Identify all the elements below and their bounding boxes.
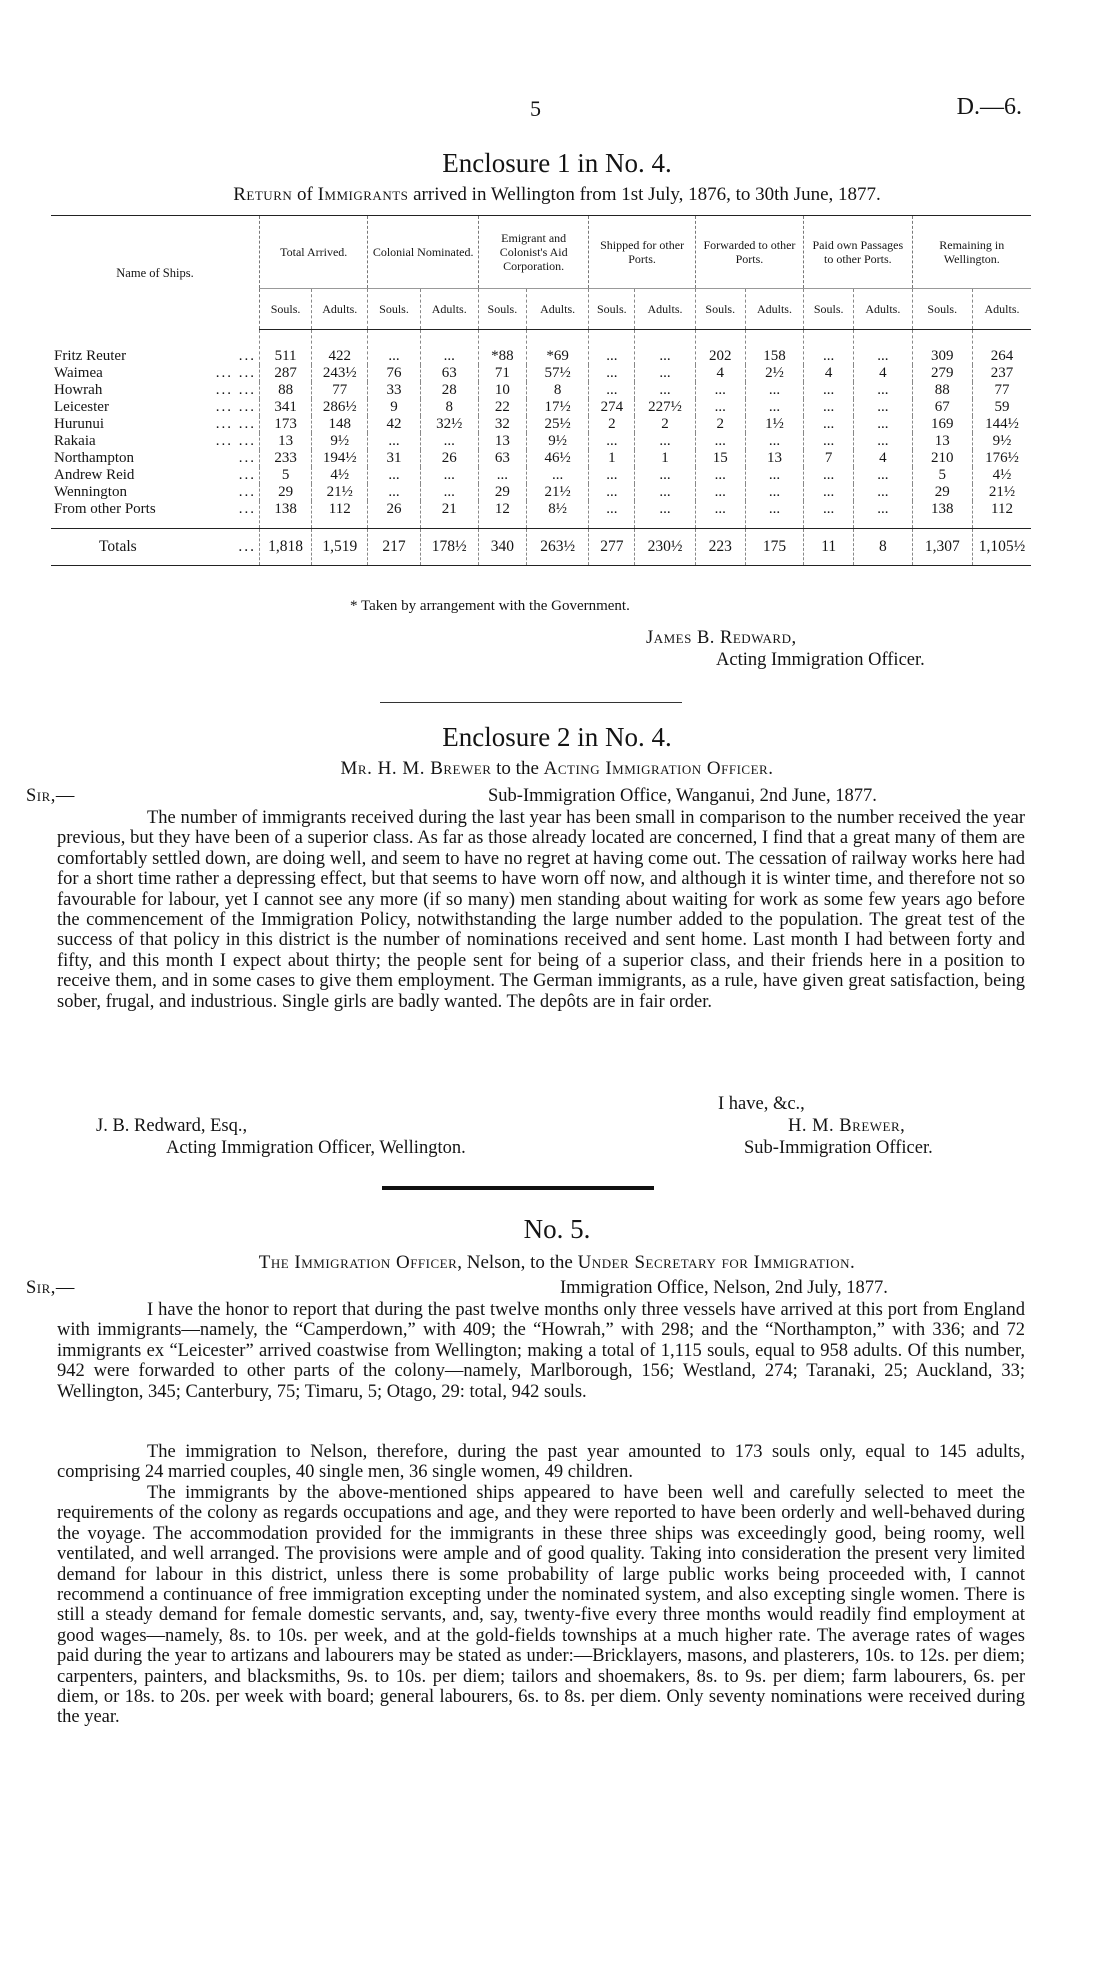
value-cell: ... — [635, 501, 695, 529]
value-cell: 29 — [478, 484, 526, 501]
value-cell: 4 — [695, 365, 745, 382]
ship-name: Fritz Reuter — [54, 347, 127, 364]
value-cell: ... — [804, 416, 854, 433]
value-cell: 178½ — [420, 529, 478, 566]
value-cell: ... — [804, 330, 854, 366]
value-cell: 28 — [420, 382, 478, 399]
value-cell: ... — [635, 433, 695, 450]
heavy-divider — [382, 1186, 654, 1190]
paragraph-1: I have the honor to report that during the past twelve months only three vessels have arrived at this port from England with immigrants—namely, the “Camperdown,” with 409; the “Howrah,” with 298; and the “Northampton,” with 336; and 72 immigrants ex “Leicester” arrived coastwise from Wellington; making a total of 1,115 souls, equal to 958 adults. Of this number, 942 were forwarded to other parts of the colony—namely, Marlborough, 156; Westland, 274; Taranaki, 25; Auckland, 33; Wellington, 345; Canterbury, 75; Timaru, 5; Otago, 29: total, 942 souls. — [57, 1300, 1025, 1402]
mid-text: , Nelson, to the — [457, 1252, 578, 1273]
ship-name: Howrah — [54, 382, 103, 398]
souls-header: Souls. — [912, 289, 972, 330]
value-cell: 287 — [260, 365, 312, 382]
value-cell: 12 — [478, 501, 526, 529]
value-cell: ... — [695, 484, 745, 501]
value-cell: 21½ — [973, 484, 1032, 501]
value-cell: ... — [854, 330, 912, 366]
value-cell: 88 — [260, 382, 312, 399]
value-cell: 63 — [478, 450, 526, 467]
value-cell: 57½ — [526, 365, 589, 382]
value-cell: 144½ — [973, 416, 1032, 433]
value-cell: 13 — [745, 450, 803, 467]
ship-name-cell — [51, 399, 260, 416]
leader-dots: ... — [238, 501, 256, 517]
value-cell: ... — [854, 416, 912, 433]
value-cell: 138 — [260, 501, 312, 529]
leader-dots: ... ... — [215, 365, 256, 381]
value-cell: 340 — [478, 529, 526, 566]
value-cell: 21 — [420, 501, 478, 529]
value-cell: 5 — [260, 467, 312, 484]
ship-name-cell — [51, 529, 260, 566]
value-cell: 511 — [260, 330, 312, 366]
value-cell: 237 — [973, 365, 1032, 382]
adults-header: Adults. — [635, 289, 695, 330]
value-cell: ... — [635, 330, 695, 366]
signer: H. M. Brewer, — [788, 1116, 906, 1136]
value-cell: 7 — [804, 450, 854, 467]
group-header: Emigrant and Colonist's Aid Corporation. — [478, 216, 589, 289]
value-cell: 8 — [526, 382, 589, 399]
value-cell: 4½ — [973, 467, 1032, 484]
value-cell: 2 — [589, 416, 635, 433]
value-cell: ... — [745, 467, 803, 484]
totals-row — [51, 529, 1031, 566]
value-cell: 175 — [745, 529, 803, 566]
signer-title: Sub-Immigration Officer. — [744, 1138, 933, 1158]
ship-name-cell — [51, 467, 260, 484]
leader-dots: ... ... — [215, 433, 256, 449]
value-cell: 422 — [312, 330, 368, 366]
letter-body: The number of immigrants received during the last year has been small in comparison to the number received the year previous, but they have been of a superior class. As far as those already located are concerned, I find that a great many of them are comfortably settled down, are doing well, and seem to have no regret at having come out. The cessation of railway works here had for a short time rather a depressing effect, but that seems to have worn off now, and although it is winter time, and therefore not so favourable for labour, yet I cannot see any more (if so many) men standing about waiting for work as some few years ago before the commencement of the Immigration Policy, notwithstanding the large number added to the population. The great test of the success of that policy in this district is the number of nominations received and sent home. Last month I had between forty and fifty, and this month I expect about thirty; the people sent for being of a superior class, and their friends here in a position to receive them, and in some cases to give them employment. The German immigrants, as a rule, have given great satisfaction, being sober, frugal, and industrious. Single girls are badly wanted. The depôts are in fair order. — [57, 808, 1025, 1012]
value-cell: ... — [695, 467, 745, 484]
value-cell: 217 — [368, 529, 420, 566]
footnote: * Taken by arrangement with the Government. — [350, 598, 630, 614]
return-of: of — [292, 184, 318, 205]
value-cell: ... — [854, 382, 912, 399]
souls-header: Souls. — [589, 289, 635, 330]
adults-header: Adults. — [973, 289, 1032, 330]
enclosure-1-title: Enclosure 1 in No. 4. — [442, 148, 672, 178]
return-title — [0, 184, 1114, 206]
souls-header: Souls. — [695, 289, 745, 330]
to-name: Acting Immigration Officer. — [543, 758, 774, 779]
value-cell: 264 — [973, 330, 1032, 366]
table-row — [51, 399, 1031, 416]
value-cell: ... — [589, 484, 635, 501]
ship-name: Totals — [99, 538, 137, 555]
value-cell: 112 — [312, 501, 368, 529]
ship-name: From other Ports — [54, 501, 156, 517]
value-cell: ... — [804, 484, 854, 501]
value-cell: 8½ — [526, 501, 589, 529]
leader-dots: ... ... — [215, 382, 256, 398]
value-cell: ... — [635, 467, 695, 484]
value-cell: 15 — [695, 450, 745, 467]
value-cell: 2 — [695, 416, 745, 433]
value-cell: 67 — [912, 399, 972, 416]
leader-dots: ... — [238, 538, 256, 555]
value-cell: 274 — [589, 399, 635, 416]
table-row — [51, 501, 1031, 529]
value-cell: 341 — [260, 399, 312, 416]
value-cell: ... — [804, 433, 854, 450]
value-cell: ... — [745, 484, 803, 501]
value-cell: ... — [854, 484, 912, 501]
ship-name-cell — [51, 382, 260, 399]
dateline: Immigration Office, Nelson, 2nd July, 1877. — [560, 1278, 888, 1298]
no-5-subtitle — [0, 1252, 1114, 1274]
value-cell: 2 — [635, 416, 695, 433]
value-cell: ... — [695, 399, 745, 416]
ship-name: Andrew Reid — [54, 467, 135, 483]
value-cell: 29 — [260, 484, 312, 501]
ship-name: Wennington — [54, 484, 127, 500]
value-cell: 8 — [420, 399, 478, 416]
value-cell: 21½ — [312, 484, 368, 501]
value-cell: 71 — [478, 365, 526, 382]
value-cell: 76 — [368, 365, 420, 382]
value-cell: 227½ — [635, 399, 695, 416]
value-cell: ... — [695, 433, 745, 450]
enclosure-2-subtitle — [0, 758, 1114, 780]
section-divider — [380, 702, 682, 703]
value-cell: ... — [695, 501, 745, 529]
value-cell: 202 — [695, 330, 745, 366]
value-cell: 286½ — [312, 399, 368, 416]
value-cell: ... — [854, 399, 912, 416]
value-cell: 230½ — [635, 529, 695, 566]
value-cell: 1 — [589, 450, 635, 467]
value-cell: ... — [420, 484, 478, 501]
ship-name-cell — [51, 330, 260, 366]
value-cell: ... — [368, 467, 420, 484]
value-cell: 1 — [635, 450, 695, 467]
paragraph-3: The immigrants by the above-mentioned ships appeared to have been well and carefully selected to meet the requirements of the colony as regards occupations and age, and they were reported to have been orderly and well-behaved during the voyage. The accommodation provided for the immigrants in these three ships was exceedingly good, being roomy, well ventilated, and well arranged. The provisions were ample and of good quality. Taking into consideration the present very limited demand for labour in this district, unless there is some probability of large public works being proceeded with, I cannot recommend a continuance of free immigration excepting under the nominated system, and also excepting single women. There is still a steady demand for female domestic servants, and, say, twenty-five every three months would readily find employment at good wages—namely, 8s. to 10s. per week, and at the gold-fields townships at a much higher rate. The average rates of wages paid during the year to artizans and labourers may be stated as under:—Bricklayers, masons, and plasterers, 10s. to 12s. per diem; carpenters, painters, and blacksmiths, 9s. to 10s. per diem; tailors and shoemakers, 8s. to 9s. per diem; farm labourers, 6s. per diem, or 18s. to 20s. per week with board; general labourers, 6s. to 8s. per diem. Only seventy nominations were received during the year. — [57, 1483, 1025, 1728]
value-cell: 309 — [912, 330, 972, 366]
paragraph-2: The immigration to Nelson, therefore, during the past year amounted to 173 souls only, equal to 145 adults, comprising 24 married couples, 40 single men, 36 single women, 49 children. — [57, 1442, 1025, 1483]
table-row — [51, 433, 1031, 450]
value-cell: 17½ — [526, 399, 589, 416]
value-cell: 173 — [260, 416, 312, 433]
from-name: Mr. H. M. Brewer — [340, 758, 492, 779]
ship-name: Northampton — [54, 450, 134, 466]
value-cell: 11 — [804, 529, 854, 566]
table-row — [51, 365, 1031, 382]
value-cell: 32½ — [420, 416, 478, 433]
to-text: to the — [491, 758, 544, 779]
value-cell: ... — [854, 501, 912, 529]
table-row — [51, 416, 1031, 433]
ship-name-cell — [51, 433, 260, 450]
value-cell: 1,307 — [912, 529, 972, 566]
value-cell: 88 — [912, 382, 972, 399]
ship-name-cell — [51, 501, 260, 529]
value-cell: 29 — [912, 484, 972, 501]
value-cell: 9½ — [973, 433, 1032, 450]
value-cell: 21½ — [526, 484, 589, 501]
value-cell: *69 — [526, 330, 589, 366]
value-cell: ... — [478, 467, 526, 484]
value-cell: ... — [526, 467, 589, 484]
enclosure-2-title: Enclosure 2 in No. 4. — [442, 722, 672, 752]
return-rest: arrived in Wellington from 1st July, 1876, to 30th June, 1877. — [408, 184, 881, 205]
value-cell: ... — [854, 433, 912, 450]
value-cell: 4 — [854, 450, 912, 467]
value-cell: ... — [745, 382, 803, 399]
value-cell: 233 — [260, 450, 312, 467]
value-cell: 279 — [912, 365, 972, 382]
ship-name-cell — [51, 484, 260, 501]
value-cell: 1½ — [745, 416, 803, 433]
value-cell: 46½ — [526, 450, 589, 467]
salutation: Sir,— — [26, 1278, 75, 1298]
leader-dots: ... ... — [215, 416, 256, 432]
value-cell: 194½ — [312, 450, 368, 467]
group-header: Paid own Passages to other Ports. — [804, 216, 912, 289]
souls-header: Souls. — [478, 289, 526, 330]
leader-dots: ... — [238, 467, 256, 483]
value-cell: 77 — [312, 382, 368, 399]
value-cell: 4 — [854, 365, 912, 382]
value-cell: ... — [368, 484, 420, 501]
value-cell: 25½ — [526, 416, 589, 433]
from-name: The Immigration Officer — [258, 1252, 458, 1273]
value-cell: 243½ — [312, 365, 368, 382]
value-cell: 9½ — [526, 433, 589, 450]
value-cell: 77 — [973, 382, 1032, 399]
value-cell: *88 — [478, 330, 526, 366]
value-cell: ... — [420, 330, 478, 366]
ship-name: Hurunui — [54, 416, 104, 432]
value-cell: ... — [635, 484, 695, 501]
value-cell: ... — [368, 330, 420, 366]
value-cell: 169 — [912, 416, 972, 433]
signature-title: Acting Immigration Officer. — [716, 650, 925, 670]
value-cell: 9½ — [312, 433, 368, 450]
value-cell: 10 — [478, 382, 526, 399]
leader-dots: ... — [238, 347, 256, 364]
value-cell: ... — [589, 330, 635, 366]
value-cell: 2½ — [745, 365, 803, 382]
value-cell: 26 — [368, 501, 420, 529]
value-cell: 138 — [912, 501, 972, 529]
value-cell: 33 — [368, 382, 420, 399]
group-header: Remaining in Wellington. — [912, 216, 1031, 289]
addressee: J. B. Redward, Esq., — [96, 1116, 248, 1136]
return-word: Return — [233, 184, 293, 205]
ship-name-cell — [51, 450, 260, 467]
salutation: Sir,— — [26, 786, 75, 806]
value-cell: 4½ — [312, 467, 368, 484]
value-cell: ... — [589, 365, 635, 382]
adults-header: Adults. — [745, 289, 803, 330]
value-cell: ... — [635, 365, 695, 382]
value-cell: 1,818 — [260, 529, 312, 566]
value-cell: 223 — [695, 529, 745, 566]
table-row — [51, 450, 1031, 467]
table-row — [51, 330, 1031, 366]
value-cell: ... — [368, 433, 420, 450]
value-cell: ... — [589, 467, 635, 484]
adults-header: Adults. — [854, 289, 912, 330]
value-cell: 42 — [368, 416, 420, 433]
immigrants-word: Immigrants — [317, 184, 409, 205]
ship-name: Leicester — [54, 399, 109, 415]
value-cell: ... — [635, 382, 695, 399]
page-number: 5 — [530, 96, 541, 121]
value-cell: ... — [804, 399, 854, 416]
value-cell: ... — [589, 433, 635, 450]
closing: I have, &c., — [718, 1094, 805, 1114]
value-cell: 112 — [973, 501, 1032, 529]
value-cell: 26 — [420, 450, 478, 467]
value-cell: 32 — [478, 416, 526, 433]
value-cell: 9 — [368, 399, 420, 416]
value-cell: ... — [804, 467, 854, 484]
no-5-title: No. 5. — [523, 1214, 591, 1244]
dateline: Sub-Immigration Office, Wanganui, 2nd June, 1877. — [488, 786, 877, 806]
value-cell: 22 — [478, 399, 526, 416]
name-of-ships-header: Name of Ships. — [51, 216, 260, 330]
ship-name-cell — [51, 416, 260, 433]
value-cell: ... — [745, 399, 803, 416]
leader-dots: ... — [238, 484, 256, 500]
document-reference: D.—6. — [956, 94, 1022, 120]
value-cell: 59 — [973, 399, 1032, 416]
value-cell: 176½ — [973, 450, 1032, 467]
adults-header: Adults. — [526, 289, 589, 330]
value-cell: ... — [745, 501, 803, 529]
value-cell: ... — [804, 501, 854, 529]
value-cell: ... — [745, 433, 803, 450]
table-row — [51, 382, 1031, 399]
value-cell: 8 — [854, 529, 912, 566]
group-header: Shipped for other Ports. — [589, 216, 695, 289]
value-cell: 1,105½ — [973, 529, 1032, 566]
group-header: Forwarded to other Ports. — [695, 216, 803, 289]
value-cell: 63 — [420, 365, 478, 382]
value-cell: ... — [854, 467, 912, 484]
value-cell: 158 — [745, 330, 803, 366]
value-cell: ... — [420, 467, 478, 484]
value-cell: 31 — [368, 450, 420, 467]
adults-header: Adults. — [312, 289, 368, 330]
leader-dots: ... — [238, 450, 256, 466]
value-cell: ... — [420, 433, 478, 450]
value-cell: 277 — [589, 529, 635, 566]
leader-dots: ... ... — [215, 399, 256, 415]
value-cell: 4 — [804, 365, 854, 382]
table-row — [51, 484, 1031, 501]
group-header: Colonial Nominated. — [368, 216, 479, 289]
souls-header: Souls. — [804, 289, 854, 330]
ship-name: Rakaia — [54, 433, 96, 449]
adults-header: Adults. — [420, 289, 478, 330]
value-cell: ... — [589, 382, 635, 399]
value-cell: ... — [804, 382, 854, 399]
souls-header: Souls. — [368, 289, 420, 330]
to-name: Under Secretary for Immigration. — [577, 1252, 856, 1273]
signature-name: James B. Redward, — [646, 628, 797, 648]
immigrants-return-table — [51, 215, 1031, 566]
value-cell: 13 — [912, 433, 972, 450]
value-cell: 13 — [260, 433, 312, 450]
value-cell: 263½ — [526, 529, 589, 566]
value-cell: ... — [695, 382, 745, 399]
value-cell: 1,519 — [312, 529, 368, 566]
ship-name-cell — [51, 365, 260, 382]
souls-header: Souls. — [260, 289, 312, 330]
group-header: Total Arrived. — [260, 216, 368, 289]
value-cell: 210 — [912, 450, 972, 467]
value-cell: ... — [589, 501, 635, 529]
table-row — [51, 467, 1031, 484]
value-cell: 5 — [912, 467, 972, 484]
value-cell: 13 — [478, 433, 526, 450]
value-cell: 148 — [312, 416, 368, 433]
addressee-title: Acting Immigration Officer, Wellington. — [166, 1138, 466, 1158]
ship-name: Waimea — [54, 365, 103, 381]
